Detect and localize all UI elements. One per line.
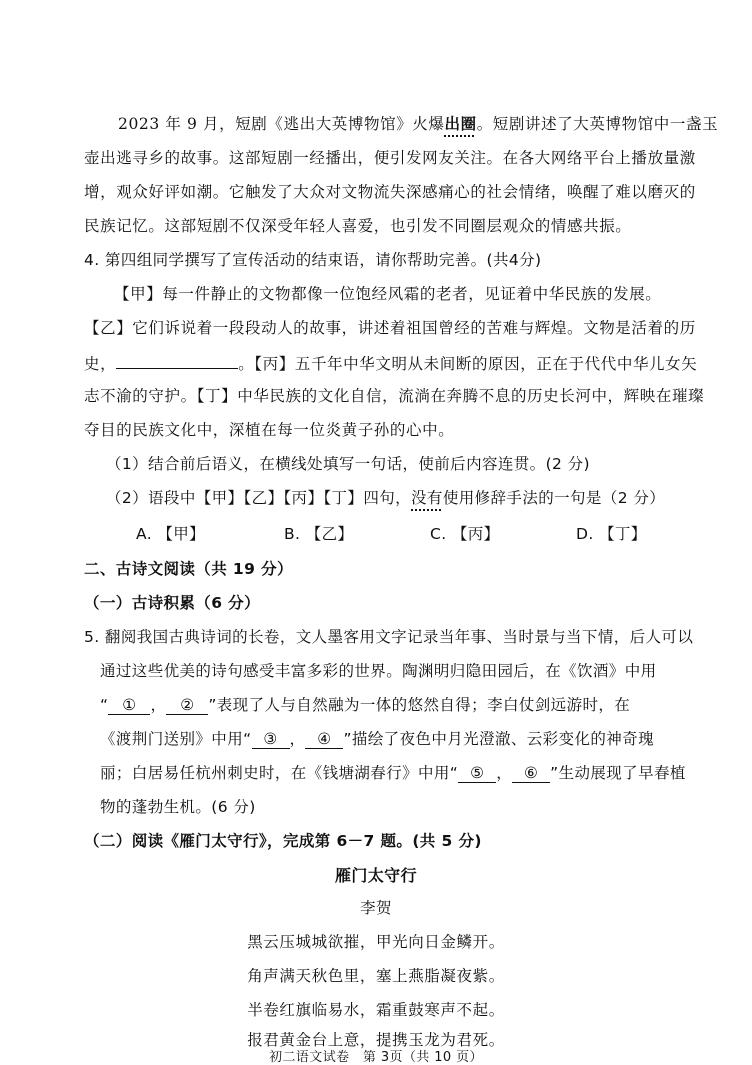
poem-line: 半卷红旗临易水，霜重鼓寒声不起。: [247, 1001, 505, 1019]
q4-passage-1: 【甲】每一件静止的文物都像一位饱经风霜的老者，见证着中华民族的发展。: [114, 285, 662, 303]
blank-1[interactable]: ①: [108, 696, 150, 715]
q4-subquestion-2: [106, 486, 665, 508]
poem-title: 雁门太守行: [334, 866, 417, 885]
q5-text: ”表现了人与自然融为一体的悠然自得；李白仗剑远游时，在: [208, 696, 631, 714]
q5-text: ，: [289, 730, 306, 748]
q5-text: 《渡荆门送别》中用“: [100, 730, 252, 748]
q4-passage-3: [84, 350, 697, 374]
q5-text: ，: [150, 696, 167, 714]
option-a[interactable]: A. 【甲】: [136, 525, 206, 543]
subquestion-text: 使用修辞手法的一句是（2 分）: [442, 489, 666, 507]
q5-line-1: 5. 翻阅我国古典诗词的长卷，文人墨客用文字记录当年事、当时景与当下情，后人可以: [84, 628, 694, 646]
q5-text: ”生动展现了早春植: [550, 764, 686, 782]
q4-passage-5: 夺目的民族文化中，深植在每一位炎黄子孙的心中。: [84, 421, 455, 439]
q5-text: 丽；白居易任杭州刺史时，在《钱塘湖春行》中用“: [100, 764, 459, 782]
q5-text: “: [100, 696, 109, 714]
poem-author: 李贺: [360, 899, 392, 917]
intro-line-4: 民族记忆。这部短剧不仅深受年轻人喜爱，也引发不同圈层观众的情感共振。: [84, 217, 632, 235]
intro-line-3: 增，观众好评如潮。它触发了大众对文物流失深感痛心的社会情绪，唤醒了难以磨灭的: [84, 183, 696, 201]
option-c[interactable]: C. 【丙】: [430, 525, 500, 543]
passage-text: 史，: [84, 355, 117, 373]
blank-2[interactable]: ②: [166, 696, 208, 715]
section-2-sub-2-heading: （二）阅读《雁门太守行》，完成第 6－7 题。(共 5 分): [84, 832, 482, 850]
blank-4[interactable]: ④: [305, 730, 343, 749]
intro-text: 2023 年 9 月，短剧《逃出大英博物馆》火爆: [118, 115, 445, 133]
intro-line-1: [118, 112, 718, 134]
q5-line-2: 通过这些优美的诗句感受丰富多彩的世界。陶渊明归隐田园后，在《饮酒》中用: [100, 662, 657, 680]
q5-line-3: [100, 693, 630, 715]
question-4-title: 4. 第四组同学撰写了宣传活动的结束语，请你帮助完善。(共4分): [84, 251, 542, 269]
q5-line-6: 物的蓬勃生机。(6 分): [100, 798, 256, 816]
poem-line: 角声满天秋色里，塞上燕脂凝夜紫。: [247, 967, 505, 985]
q4-passage-4: 志不渝的守护。【丁】中华民族的文化自信，流淌在奔腾不息的历史长河中，辉映在璀璨: [84, 387, 705, 405]
intro-line-2: 壶出逃寻乡的故事。这部短剧一经播出，便引发网友关注。在各大网络平台上播放量激: [84, 149, 696, 167]
blank-5[interactable]: ⑤: [458, 764, 496, 783]
q5-text: ”描绘了夜色中月光澄澈、云彩变化的神奇瑰: [343, 730, 654, 748]
q5-line-5: [100, 761, 686, 783]
page-footer: 初二语文试卷 第 3页（共 10 页）: [269, 1050, 483, 1065]
option-d[interactable]: D. 【丁】: [576, 525, 647, 543]
fill-blank[interactable]: [116, 350, 238, 369]
emphasis-word: 出圈: [444, 114, 477, 133]
section-2-sub-1-heading: （一）古诗积累（6 分）: [84, 594, 260, 612]
option-b[interactable]: B. 【乙】: [284, 525, 354, 543]
q4-passage-2: 【乙】它们诉说着一段段动人的故事，讲述着祖国曾经的苦难与辉煌。文物是活着的历: [84, 319, 696, 337]
emphasis-word: 没有: [411, 489, 443, 507]
passage-text: 。【丙】五千年中华文明从未间断的原因，正在于代代中华儿女矢: [238, 355, 698, 373]
q5-text: ，: [496, 764, 513, 782]
subquestion-text: （2）语段中【甲】【乙】【丙】【丁】四句，: [106, 489, 412, 507]
intro-text: 。短剧讲述了大英博物馆中一盏玉: [476, 115, 719, 133]
section-2-heading: 二、古诗文阅读（共 19 分）: [84, 560, 293, 578]
blank-6[interactable]: ⑥: [512, 764, 550, 783]
poem-line: 报君黄金台上意，提携玉龙为君死。: [247, 1031, 505, 1049]
poem-line: 黑云压城城欲摧，甲光向日金鳞开。: [247, 933, 505, 951]
blank-3[interactable]: ③: [252, 730, 290, 749]
q4-subquestion-1: （1）结合前后语义，在横线处填写一句话，使前后内容连贯。(2 分): [106, 455, 590, 473]
q5-line-4: [100, 727, 654, 749]
